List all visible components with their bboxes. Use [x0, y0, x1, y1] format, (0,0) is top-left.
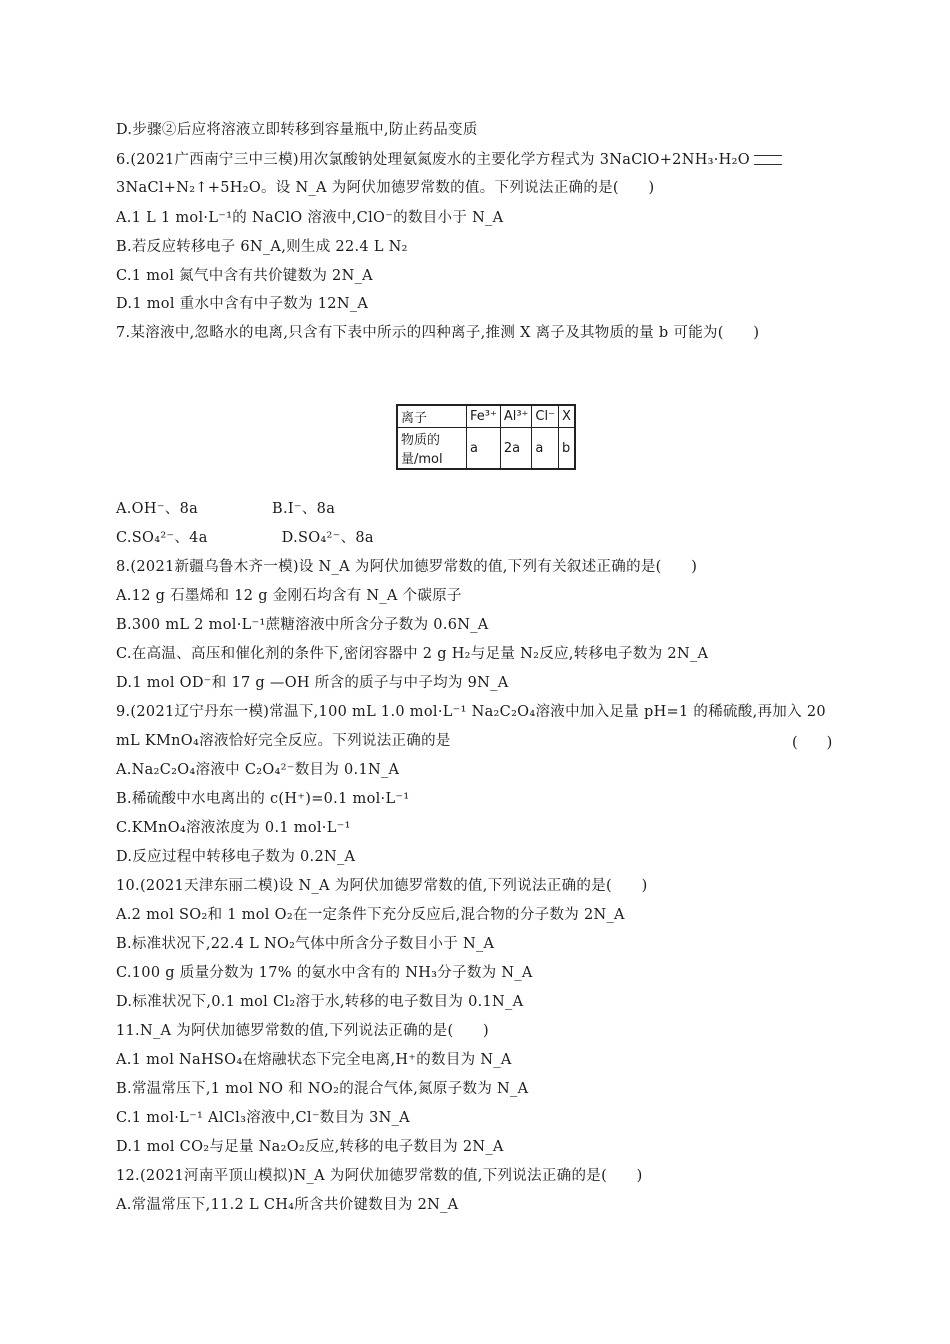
- table-cell: b: [558, 428, 574, 470]
- option-c: C.在高温、高压和催化剂的条件下,密闭容器中 2 g H₂与足量 N₂反应,转移电子数为 2N_A: [116, 646, 709, 662]
- option-d: D.1 mol OD⁻和 17 g —OH 所含的质子与中子均为 9N_A: [116, 675, 509, 691]
- question-10-stem: 10.(2021天津东丽二模)设 N_A 为阿伏加德罗常数的值,下列说法正确的是( ): [116, 878, 648, 894]
- table-row: [397, 428, 575, 470]
- option-ab: A.OH⁻、8a B.I⁻、8a: [116, 501, 336, 517]
- option-a: A.1 mol NaHSO₄在熔融状态下完全电离,H⁺的数目为 N_A: [116, 1052, 512, 1068]
- text-line: D.步骤②后应将溶液立即转移到容量瓶中,防止药品变质: [116, 122, 478, 138]
- answer-paren: ( ): [792, 735, 833, 751]
- option-b: B.稀硫酸中水电离出的 c(H⁺)=0.1 mol·L⁻¹: [116, 791, 410, 807]
- table-cell: 物质的量/mol: [397, 428, 467, 470]
- question-8-stem: 8.(2021新疆乌鲁木齐一模)设 N_A 为阿伏加德罗常数的值,下列有关叙述正确的是( ): [116, 559, 698, 575]
- question-12-stem: 12.(2021河南平顶山模拟)N_A 为阿伏加德罗常数的值,下列说法正确的是( ): [116, 1168, 643, 1184]
- option-b: B.300 mL 2 mol·L⁻¹蔗糖溶液中所含分子数为 0.6N_A: [116, 617, 489, 633]
- table-row: [397, 405, 575, 428]
- table-cell: 离子: [397, 405, 467, 428]
- option-c: C.KMnO₄溶液浓度为 0.1 mol·L⁻¹: [116, 820, 351, 836]
- question-6-stem-cont: 3NaCl+N₂↑+5H₂O。设 N_A 为阿伏加德罗常数的值。下列说法正确的是( ): [116, 180, 655, 196]
- option-d: D.1 mol CO₂与足量 Na₂O₂反应,转移的电子数目为 2N_A: [116, 1139, 504, 1155]
- table-cell: Cl⁻: [532, 405, 559, 428]
- equilibrium-equals-sign: [754, 155, 782, 165]
- table-cell: Al³⁺: [500, 405, 532, 428]
- question-9-stem-cont: mL KMnO₄溶液恰好完全反应。下列说法正确的是: [116, 733, 451, 749]
- ion-table: [396, 404, 576, 470]
- table-cell: a: [532, 428, 559, 470]
- option-cd: C.SO₄²⁻、4a D.SO₄²⁻、8a: [116, 530, 374, 546]
- option-b: B.若反应转移电子 6N_A,则生成 22.4 L N₂: [116, 239, 408, 255]
- question-11-stem: 11.N_A 为阿伏加德罗常数的值,下列说法正确的是( ): [116, 1023, 489, 1039]
- question-6-stem: 6.(2021广西南宁三中三模)用次氯酸钠处理氨氮废水的主要化学方程式为 3NaClO+2NH₃·H₂O: [116, 150, 782, 170]
- option-c: C.1 mol·L⁻¹ AlCl₃溶液中,Cl⁻数目为 3N_A: [116, 1110, 410, 1126]
- option-d: D.反应过程中转移电子数为 0.2N_A: [116, 849, 356, 865]
- table-cell: X: [558, 405, 574, 428]
- option-d: D.1 mol 重水中含有中子数为 12N_A: [116, 296, 369, 312]
- option-a: A.2 mol SO₂和 1 mol O₂在一定条件下充分反应后,混合物的分子数为 2N_A: [116, 907, 625, 923]
- question-9-stem: 9.(2021辽宁丹东一模)常温下,100 mL 1.0 mol·L⁻¹ Na₂C₂O₄溶液中加入足量 pH=1 的稀硫酸,再加入 20: [116, 704, 826, 720]
- option-a: A.常温常压下,11.2 L CH₄所含共价键数目为 2N_A: [116, 1197, 459, 1213]
- option-c: C.100 g 质量分数为 17% 的氨水中含有的 NH₃分子数为 N_A: [116, 965, 533, 981]
- option-a: A.1 L 1 mol·L⁻¹的 NaClO 溶液中,ClO⁻的数目小于 N_A: [116, 210, 504, 226]
- question-7-stem: 7.某溶液中,忽略水的电离,只含有下表中所示的四种离子,推测 X 离子及其物质的量 b 可能为( ): [116, 325, 760, 341]
- option-c: C.1 mol 氮气中含有共价键数为 2N_A: [116, 268, 373, 284]
- table-cell: 2a: [500, 428, 532, 470]
- option-a: A.Na₂C₂O₄溶液中 C₂O₄²⁻数目为 0.1N_A: [116, 762, 400, 778]
- table-cell: a: [467, 428, 501, 470]
- table-cell: Fe³⁺: [467, 405, 501, 428]
- option-b: B.常温常压下,1 mol NO 和 NO₂的混合气体,氮原子数为 N_A: [116, 1081, 529, 1097]
- option-d: D.标准状况下,0.1 mol Cl₂溶于水,转移的电子数目为 0.1N_A: [116, 994, 524, 1010]
- option-b: B.标准状况下,22.4 L NO₂气体中所含分子数目小于 N_A: [116, 936, 495, 952]
- option-a: A.12 g 石墨烯和 12 g 金刚石均含有 N_A 个碳原子: [116, 588, 462, 604]
